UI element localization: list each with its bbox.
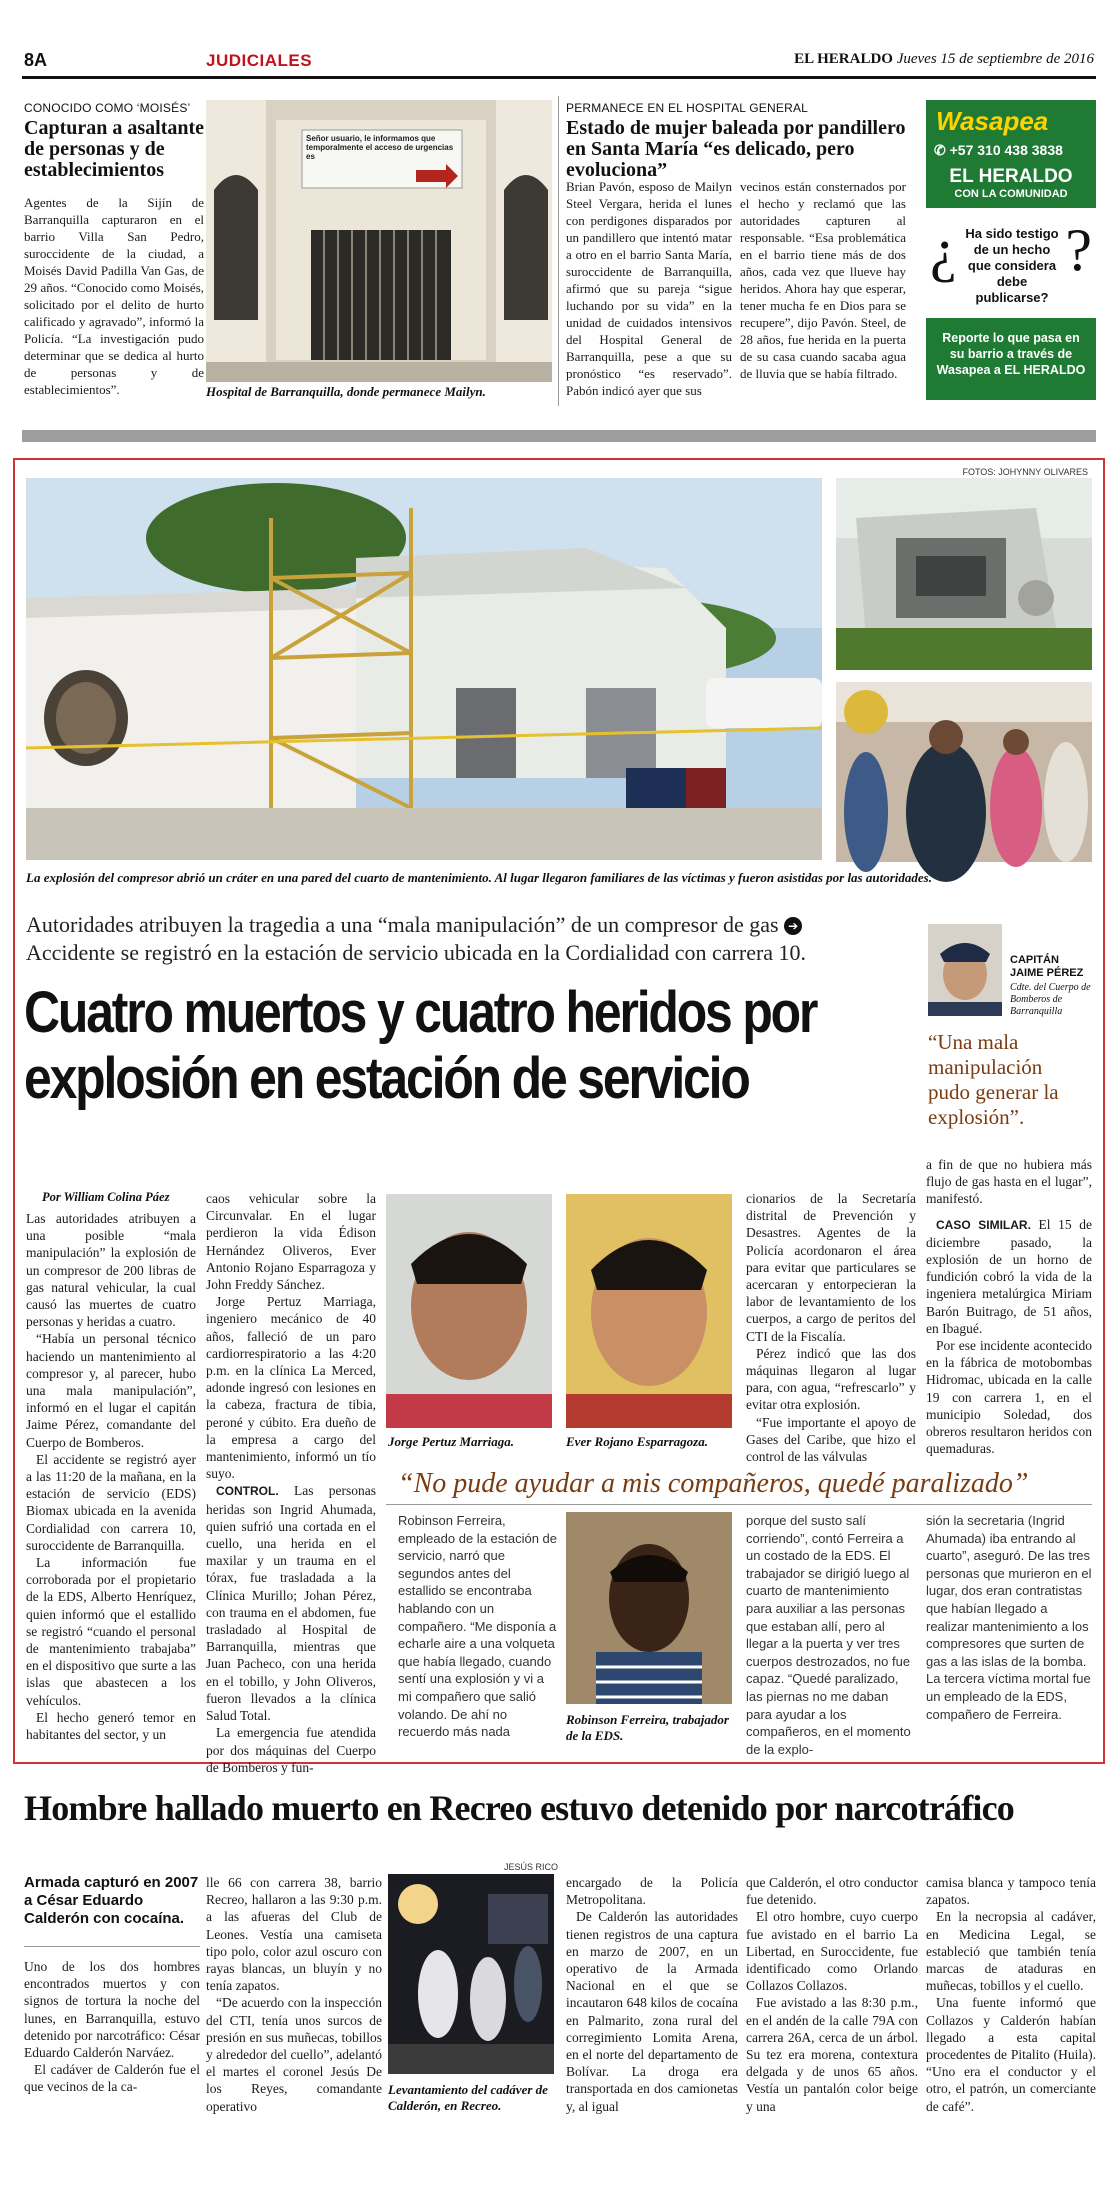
- main-col1-p5: El hecho generó temor en habitantes del sector, y un: [26, 1709, 196, 1743]
- main-col4-p2: Pérez indicó que las dos máquinas llegaron al lugar para, con agua, “refrescarlo” y evitar otra explosión.: [746, 1345, 916, 1413]
- main-col1-p4: La información fue corroborada por el propietario de la EDS, Alberto Henríquez, quien informó que el estallido se registró “cuando el personal de mantenimiento trabajaba” en el dispositivo que surte a las islas que abastecen a los vehículos.: [26, 1555, 196, 1708]
- question-mark-open-icon: ¿: [930, 217, 957, 283]
- ad-paper: EL HERALDO: [949, 166, 1073, 187]
- story2-col1: Brian Pavón, esposo de Mailyn Steel Vergara, herida el lunes con perdigones disparados por un pandillero que intentó matar a otro en el barrio Santa María, suroccidente de Barranquilla, afirmó que su pareja “sigue luchando por su vida” en la unidad de cuidados intensivos del Hospital General de Barranquilla, pese a que su pronóstico “es reservado”. Pabón indicó ayer que sus: [566, 179, 732, 398]
- story3-summary-rule: [24, 1946, 200, 1947]
- story3-headline: Hombre hallado muerto en Recreo estuvo detenido por narcotráfico: [24, 1788, 1015, 1828]
- question-mark-close-icon: ?: [1065, 217, 1092, 283]
- main-col1-p2: “Había un personal técnico haciendo un mantenimiento al compresor y, al parecer, hubo una mala manipulación”, informó en el lugar el capitán Jaime Pérez, comandante del Cuerpo de Bomberos.: [26, 1331, 196, 1450]
- story1-body: Agentes de la Sijín de Barranquilla capturaron en el barrio Villa San Pedro, suroccidente de la ciudad, a Moisés David Padilla Van Gas, de 29 años. “Conocido como Moisés, solicitado por el delito de hurto calificado y agravado”, informó la Policía. “La investigación pudo determinar que se dedica al hurto de personas y de establecimientos”.: [24, 195, 204, 397]
- main-col4-p1: cionarios de la Secretaría distrital de Prevención y Desastres. Agentes de la Policía acordonaron el área para evitar que particulares se acercaran y entorpecieran la labor de levantamiento de los cuerpos, a cargo de peritos del CTI de la Fiscalía.: [746, 1191, 916, 1344]
- whatsapp-icon: ✆: [934, 142, 950, 158]
- story3-photo-caption: Levantamiento del cadáver de Calderón, en Recreo.: [388, 2082, 548, 2113]
- main-col1-p1: Las autoridades atribuyen a una posible “mala manipulación” la explosión de un compresor de 200 libras de gas natural vehicular, la cual causó las muertes de cuatro personas y heridas a cuatro.: [26, 1211, 196, 1330]
- main-deck-2: Accidente se registró en la estación de servicio ubicada en la Cordialidad con carrera 10.: [26, 940, 807, 965]
- story3-col2: [206, 1874, 382, 2174]
- pull-quote: “Una mala manipulación pudo generar la explosión”.: [928, 1030, 1059, 1129]
- control-label: CONTROL.: [216, 1484, 279, 1499]
- recreo-photo: [388, 1874, 554, 2074]
- main-col2-p2: Jorge Pertuz Marriaga, ingeniero mecánico de 40 años, falleció de un paro cardiorrespiratorio a las 4:20 p.m. en la clínica La Merced, adonde ingresó con lesiones en la cabeza, fractura de tibia, peroné y cúbito. Era dueño de la empresa a cargo del mantenimiento, informó un tío suyo.: [206, 1294, 376, 1482]
- story2-kicker: PERMANECE EN EL HOSPITAL GENERAL: [566, 101, 809, 115]
- main-headline-line2: explosión en estación de servicio: [24, 1046, 749, 1111]
- story3-col1-p2: El cadáver de Calderón fue el que vecinos de la ca-: [24, 2062, 200, 2095]
- section-name: JUDICIALES: [206, 51, 313, 70]
- story3-col2-p2: “De acuerdo con la inspección del CTI, tenía unos surcos de presión en sus muñecas, tobillos y alrededor del cuello”, adelantó el martes el coronel Jesús De los Reyes, comandante operativo: [206, 1995, 382, 2114]
- main-deck-1: [26, 912, 926, 938]
- main-headline: [24, 980, 817, 1112]
- ad-question-box: [926, 208, 1096, 318]
- story3-photo-credit: JESÚS RICO: [504, 1862, 559, 1872]
- victim2-caption: Ever Rojano Esparragoza.: [566, 1434, 708, 1449]
- main-col2: [206, 1190, 376, 1775]
- hospital-sign-text: Señor usuario, le informamos que temporalmente el acceso de urgencias es: [306, 134, 454, 161]
- explosion-photo: [26, 478, 822, 860]
- story3-col5-p3: Una fuente informó que Collazos y Calderón habían llegado a esta capital procedentes de Pitalito (Huila). “Uno era el conductor y el otro, el patrón, un comerciante de café”.: [926, 1995, 1096, 2114]
- damaged-room-photo: [836, 478, 1092, 670]
- story3-col3-p2: De Calderón las autoridades tienen registros de una captura en marzo de 2007, en un operativo de la Armada Nacional en el que se incautaron 648 kilos de cocaína en Palmarito, zona rural del corregimiento Lomita Arena, en el norte del departamento de Bolívar. La droga era transportada en dos camionetas y, al igual: [566, 1909, 738, 2114]
- story3-col2-p1: lle 66 con carrera 38, barrio Recreo, hallaron a las 9:30 p.m. a las afueras del Club de Leones. Vestía una camiseta tipo polo, color azul oscuro con rayas blancas, un bluyín y no tenía zapatos.: [206, 1875, 382, 1994]
- quote-role: Cdte. del Cuerpo de Bomberos de Barranquilla: [1010, 982, 1091, 1017]
- sub-col1: Robinson Ferreira, empleado de la estación de servicio, narró que segundos antes del estallido se encontraba hablando con un compañero. “Me disponía a echarle aire a una volqueta que había llegado, cuando sentí una explosión y vi a mi compañero que salió volando. De ahí no recuerdo más nada: [398, 1513, 558, 1740]
- main-col2-p4: La emergencia fue atendida por dos máquinas del Cuerpo de Bomberos y fun-: [206, 1725, 376, 1775]
- masthead-date: [794, 51, 1094, 68]
- story1-kicker: CONOCIDO COMO ‘MOISÉS’: [24, 101, 191, 115]
- quote-name: CAPITÁN JAIME PÉREZ: [1010, 954, 1084, 979]
- main-col5-p3: Por ese incidente acontecido en la fábrica de motobombas Hidromac, ubicada en la calle 19 con carrera 1, en el municipio Soledad, dos obreros resultaron heridos con quemaduras.: [926, 1338, 1092, 1457]
- main-col4: [746, 1190, 916, 1465]
- ad-question: Ha sido testigo de un hecho que considera debe publicarse?: [965, 226, 1059, 305]
- arrow-right-icon: ➔: [784, 917, 802, 935]
- main-col1: [26, 1210, 196, 1748]
- victim1-photo: [386, 1194, 552, 1428]
- similar-case-label: CASO SIMILAR.: [936, 1217, 1031, 1232]
- header-rule: [22, 76, 1096, 79]
- sub-col2: porque del susto salí corriendo”, contó Ferreira a un costado de la EDS. El trabajador se dirigió luego al cuarto de mantenimiento para auxiliar a las personas que estaban allí, pero al llegar a la puerta y ver tres cuerpos destrozados, no fue capaz. “Quedé paralizado, las piernas no me daban para ayudar a los compañeros, en el momento de la explo-: [746, 1513, 911, 1757]
- story3-col4: [746, 1874, 918, 2174]
- ad-tagline: CON LA COMUNIDAD: [954, 188, 1068, 200]
- main-col2-p3: [206, 1482, 376, 1724]
- story3-col5-p1: camisa blanca y tampoco tenía zapatos.: [926, 1875, 1096, 1908]
- main-col2-p1: caos vehicular sobre la Circunvalar. En el lugar perdieron la vida Édison Hernández Oliveros, Ever Antonio Rojano Esparragoza y John Freddy Sánchez.: [206, 1191, 376, 1293]
- sub-col3: sión la secretaria (Ingrid Ahumada) iba entrando al cuarto”, aseguró. De las tres personas que murieron en el lugar, dos eran contratistas que habían llegado a realizar mantenimiento a los compresores que surten de gas a las islas de la bomba. La tercera víctima mortal fue un empleado de la EDS, compañero de Ferreira.: [926, 1513, 1092, 1722]
- main-deck-1-text: Autoridades atribuyen la tragedia a una “mala manipulación” de un compresor de gas: [26, 912, 779, 937]
- victim2-photo: [566, 1194, 732, 1428]
- main-col5-p2: [926, 1216, 1092, 1337]
- ad-phone: [934, 142, 1063, 159]
- story3-summary: Armada capturó en 2007 a César Eduardo Calderón con cocaína.: [24, 1874, 199, 1927]
- main-col5: [926, 1156, 1092, 1462]
- sub-quote-headline: “No pude ayudar a mis compañeros, quedé paralizado”: [398, 1468, 1029, 1499]
- ad-cta: Reporte lo que pasa en su barrio a través de Wasapea a EL HERALDO: [936, 331, 1086, 377]
- story1-headline: Capturan a asaltante de personas y de establecimientos: [24, 117, 205, 181]
- similar-case-text: El 15 de diciembre pasado, la explosión de un horno de fundición cobró la vida de la ingeniera metalúrgica Miriam Barón Buitrago, de 51 años, en Ibagué.: [926, 1216, 1092, 1336]
- story3-col5: [926, 1874, 1096, 2174]
- control-text: Las personas heridas son Ingrid Ahumada, quien sufrió una cortada en el cuello, una herida en el maxilar y un trauma en el tórax, fue trasladada a la Clínica Murillo; Johan Pérez, con trauma en el abdomen, fue trasladado al Hospital de Barranquilla, mientras que Juan Pacheco, con una herida en el tobillo, y John Oliveros, fueron llevados a la clínica Salud Total.: [206, 1483, 376, 1724]
- hospital-photo: [206, 100, 552, 382]
- wasapea-ad[interactable]: [926, 100, 1096, 400]
- story3-col4-p2: El otro hombre, cuyo cuerpo fue avistado en el barrio La Libertad, en Suroccidente, fue identificado como Orlando Collazos Collazos.: [746, 1909, 918, 1994]
- story2-headline: Estado de mujer baleada por pandillero en Santa María “es delicado, pero evoluciona”: [566, 117, 906, 181]
- byline: Por William Colina Páez: [42, 1190, 170, 1204]
- page-number: 8A: [24, 50, 48, 70]
- story3-col4-p1: que Calderón, el otro conductor fue detenido.: [746, 1875, 918, 1908]
- crowd-police-photo: [836, 682, 1092, 862]
- story3-col1-p1: Uno de los dos hombres encontrados muertos y con signos de tortura la noche del lunes, en Barranquilla, estuvo detenido por narcotráfico: César Eduardo Calderón Narváez.: [24, 1959, 200, 2061]
- ferreira-photo: [566, 1512, 732, 1704]
- main-headline-line1: Cuatro muertos y cuatro heridos por: [24, 980, 817, 1045]
- main-col1-p3: El accidente se registró ayer a las 11:20 de la mañana, en la estación de servicio (EDS) Biomax ubicada en la avenida Cordialidad con carrera 10, suroccidente de Barranquilla.: [26, 1451, 196, 1553]
- captain-portrait: [928, 924, 1002, 1016]
- story3-col3-p1: encargado de la Policía Metropolitana.: [566, 1875, 738, 1908]
- main-photo-credit: FOTOS: JOHYNNY OLIVARES: [962, 467, 1088, 477]
- main-photo-caption: La explosión del compresor abrió un cráter en una pared del cuarto de mantenimiento. Al lugar llegaron familiares de las víctimas y fueron asistidas por las autoridades.: [26, 870, 932, 885]
- issue-date: Jueves 15 de septiembre de 2016: [896, 51, 1094, 67]
- ad-brand: Wasapea: [936, 106, 1049, 136]
- ad-phone-number: +57 310 438 3838: [949, 142, 1063, 158]
- main-col5-p1: a fin de que no hubiera más flujo de gas hasta en el lugar”, manifestó.: [926, 1157, 1092, 1207]
- story3-col4-p3: Fue avistado a las 8:30 p.m., en el andén de la calle 79A con carrera 26A, cerca de un árbol. Su tez era morena, contextura delgada y de unos 65 años. Vestía un pantalón color beige y una: [746, 1995, 918, 2114]
- gray-band: [22, 430, 1096, 442]
- paper-name: EL HERALDO: [794, 51, 893, 67]
- story3-col3: [566, 1874, 738, 2174]
- ferreira-caption: Robinson Ferreira, trabajador de la EDS.: [566, 1712, 729, 1743]
- story1-photo-caption: Hospital de Barranquilla, donde permanece Mailyn.: [206, 384, 486, 399]
- divider-vertical: [558, 96, 559, 406]
- main-col4-p3: “Fue importante el apoyo de Gases del Caribe, que hizo el control de las válvulas: [746, 1414, 916, 1465]
- story3-col1: [24, 1958, 200, 2174]
- story2-col2: vecinos están consternados por el hecho y reclamó que las autoridades capturen al responsable. “Esa problemática en el barrio tiene más de dos años, cada vez que llueve hay heridos. Ahora hay que esperar, tener mucha fe en Dios para se recupere”, dijo Pavón. Steel, de 28 años, fue herida en la puerta de su casa cuando sacaba agua de lluvia que se había filtrado.: [740, 179, 906, 381]
- sub-quote-rule: [386, 1504, 1092, 1505]
- story3-col5-p2: En la necropsia al cadáver, en Medicina Legal, se estableció que también tenía marcas de ataduras en muñecas, tobillos y el cuello.: [926, 1909, 1096, 1994]
- victim1-caption: Jorge Pertuz Marriaga.: [388, 1434, 515, 1449]
